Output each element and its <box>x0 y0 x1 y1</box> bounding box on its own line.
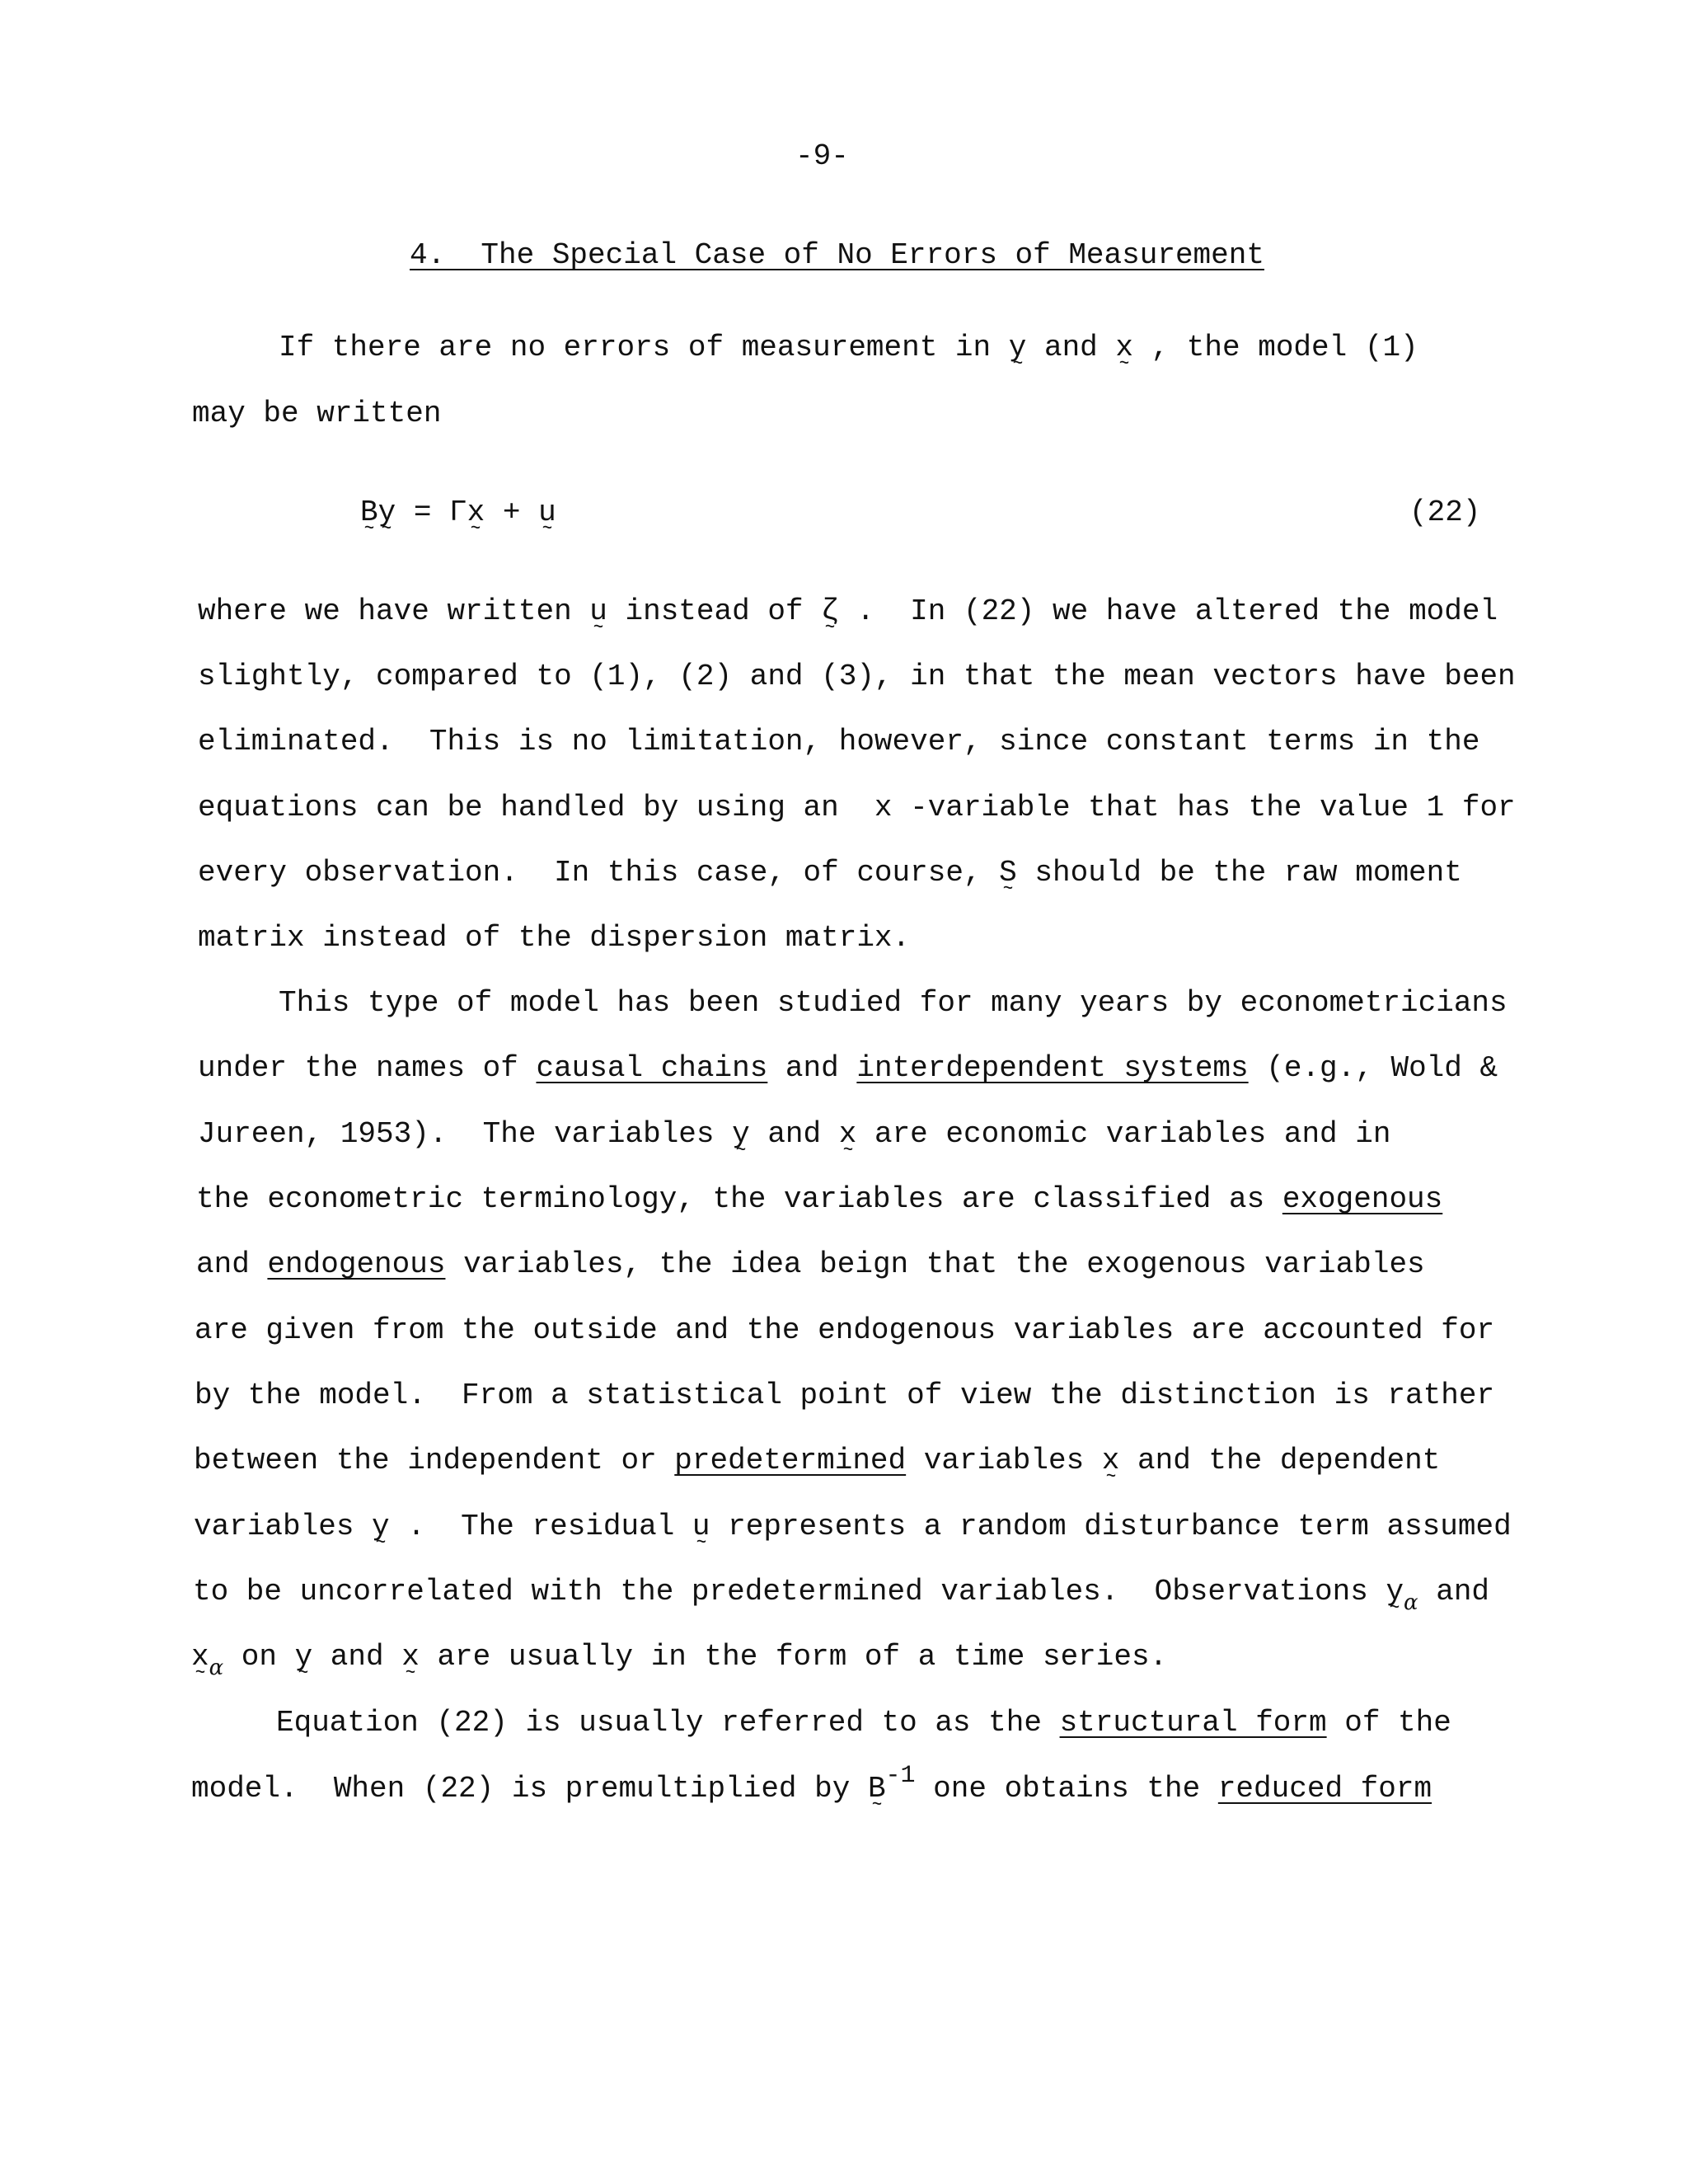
vector-x: x ~ <box>401 1641 420 1674</box>
vector-y: y ~ <box>378 496 396 529</box>
vector-u: u ~ <box>589 595 607 628</box>
para3-line6: are given from the outside and the endogenous variables are accounted for <box>195 1313 1495 1347</box>
vector-y-alpha: y ~ <box>1386 1576 1404 1609</box>
page-number: -9- <box>795 139 849 173</box>
para3-line11: x $\sim_\alpha$ on y ~ and x ~ are usually in the form of a time series. <box>191 1641 1167 1674</box>
para3-line1: This type of model has been studied for many years by econometricians <box>279 986 1507 1020</box>
para3-line5: and endogenous variables, the idea beign that the exogenous variables <box>196 1247 1425 1281</box>
equation-22: B ~y ~ = Γx ~ + u ~ <box>360 496 556 529</box>
para2-line2: slightly, compared to (1), (2) and (3), in that the mean vectors have been <box>198 660 1516 693</box>
para2-line6: matrix instead of the dispersion matrix. <box>198 921 911 955</box>
term-exogenous: exogenous <box>1282 1182 1443 1216</box>
para3-line9: variables y ~ . The residual u ~ represents a random disturbance term assumed <box>194 1510 1512 1543</box>
term-endogenous: endogenous <box>267 1247 446 1281</box>
para4-line1: Equation (22) is usually referred to as the structural form of the <box>276 1706 1451 1740</box>
vector-x: x ~ <box>467 496 485 529</box>
matrix-S: S ~ <box>999 857 1017 890</box>
vector-x: x ~ <box>1115 331 1133 364</box>
para1-line2: may be written <box>192 397 442 430</box>
para3-line7: by the model. From a statistical point of view the distinction is rather <box>195 1379 1495 1412</box>
term-predetermined: predetermined <box>674 1444 907 1477</box>
vector-zeta: ζ ~ <box>821 595 839 628</box>
vector-x: x ~ <box>1102 1444 1120 1477</box>
para2-line1: where we have written u ~ instead of ζ ~ . In (22) we have altered the model <box>198 595 1498 628</box>
vector-y: y ~ <box>372 1510 390 1543</box>
para2-line3: eliminated. This is no limitation, however, since constant terms in the <box>198 725 1480 759</box>
para3-line8: between the independent or predetermined variables x ~ and the dependent <box>194 1444 1440 1477</box>
vector-x-alpha: x ~ <box>191 1641 209 1674</box>
vector-u: u ~ <box>538 496 556 529</box>
para4-line2: model. When (22) is premultiplied by B ~$^{-1}$ one obtains the reduced form <box>191 1773 1432 1807</box>
matrix-B: B ~ <box>868 1773 886 1806</box>
equation-number: (22) <box>1409 496 1481 529</box>
para3-line10: to be uncorrelated with the predetermined variables. Observations y $\sim_\alpha$ and <box>193 1576 1489 1609</box>
para3-line2: under the names of causal chains and interdependent systems (e.g., Wold & <box>198 1051 1498 1085</box>
para3-line3: Jureen, 1953). The variables y ~ and x ~ are economic variables and in <box>198 1118 1390 1151</box>
para3-line4: the econometric terminology, the variables are classified as exogenous <box>196 1182 1443 1216</box>
term-reduced-form: reduced form <box>1217 1772 1432 1806</box>
term-interdependent-systems: interdependent systems <box>856 1051 1249 1085</box>
vector-y: y ~ <box>1009 331 1027 364</box>
vector-x: x ~ <box>839 1118 857 1151</box>
vector-u: u ~ <box>692 1510 710 1543</box>
section-heading: 4. The Special Case of No Errors of Measurement <box>410 238 1264 272</box>
term-causal-chains: causal chains <box>536 1051 768 1085</box>
para2-line4: equations can be handled by using an x -variable that has the value 1 for <box>198 791 1516 824</box>
para2-line5: every observation. In this case, of course, S ~ should be the raw moment <box>198 857 1462 890</box>
matrix-B: B ~ <box>360 496 378 529</box>
vector-y: y ~ <box>295 1641 313 1674</box>
vector-y: y ~ <box>732 1118 750 1151</box>
para1-line1: If there are no errors of measurement in y ~ and x ~ , the model (1) <box>279 331 1418 364</box>
term-structural-form: structural form <box>1059 1706 1327 1740</box>
